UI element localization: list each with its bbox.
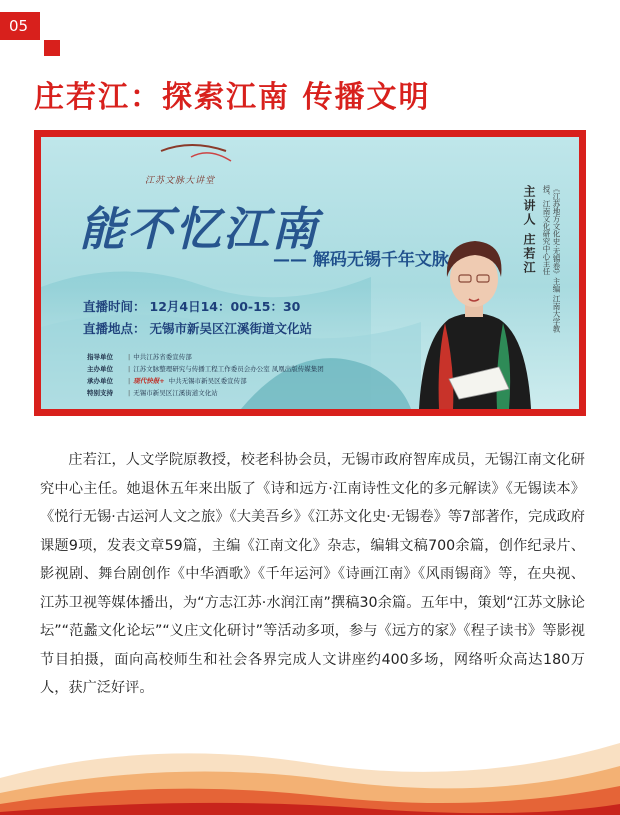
page-title: 庄若江：探索江南 传播文明 bbox=[34, 80, 431, 115]
organizer-row: 主办单位 | 江苏文脉整理研究与传播工程工作委员会办公室 凤凰出版传媒集团 bbox=[87, 365, 324, 373]
organizer-list bbox=[87, 351, 324, 399]
lecture-poster bbox=[41, 137, 579, 409]
live-place-label: 直播地点： bbox=[83, 321, 146, 336]
biography-paragraph: 庄若江，人文学院原教授，校老科协会员，无锡市政府智库成员，无锡江南文化研究中心主任。她退休五年来出版了《诗和远方·江南诗性文化的多元解读》《无锡读本》《悦行无锡·古运河人文之旅》《大美吾乡》《江苏文化史·无锡卷》等7部著作，完成政府课题9项，发表文章59篇，主编《江南文化》杂志，编辑文稿700余篇，创作纪录片、影视剧、舞台剧创作《中华酒歌》《千年运河》《诗画江南》《风雨锡商》等，在央视、江苏卫视等媒体播出，为“方志江苏·水润江南”撰稿30余篇。五年中，策划“江苏文脉论坛”“范蠡文化论坛”“义庄文化研讨”等活动多项，参与《远方的家》《程子读书》等影视节目拍摄，面向高校师生和社会各界完成人文讲座约400多场，网络听众高达180万人，获广泛好评。 bbox=[40, 452, 585, 696]
live-time-row bbox=[83, 297, 300, 315]
media-brand: 现代快报+ bbox=[133, 377, 165, 385]
organizer-row: 特别支持 | 无锡市新吴区江溪街道文化站 bbox=[87, 389, 218, 397]
page-number: 05 bbox=[0, 12, 40, 40]
poster-main-title: 能不忆江南 bbox=[79, 202, 319, 256]
decorative-waves bbox=[0, 718, 620, 815]
speaker-portrait bbox=[409, 199, 539, 409]
live-time-value: 12月4日14：00-15：30 bbox=[149, 299, 301, 314]
speaker-description: 《江苏地方文化史·无锡卷》主编 江南大学教授、江南文化研究中心主任 bbox=[542, 185, 561, 333]
live-place-row bbox=[83, 319, 312, 337]
poster-frame bbox=[34, 130, 586, 416]
poster-subtitle: —— 解码无锡千年文脉 bbox=[273, 250, 449, 270]
live-place-value: 无锡市新吴区江溪街道文化站 bbox=[149, 321, 313, 336]
organizer-row: 承办单位 | 现代快报+ 中共无锡市新吴区委宣传部 bbox=[87, 377, 247, 385]
accent-square bbox=[44, 40, 60, 56]
live-time-label: 直播时间： bbox=[83, 299, 146, 314]
series-name: 江苏文脉大讲堂 bbox=[145, 176, 216, 186]
speaker-label: 主讲人 庄若江 bbox=[522, 185, 536, 276]
organizer-row: 指导单位 | 中共江苏省委宣传部 bbox=[87, 353, 192, 361]
